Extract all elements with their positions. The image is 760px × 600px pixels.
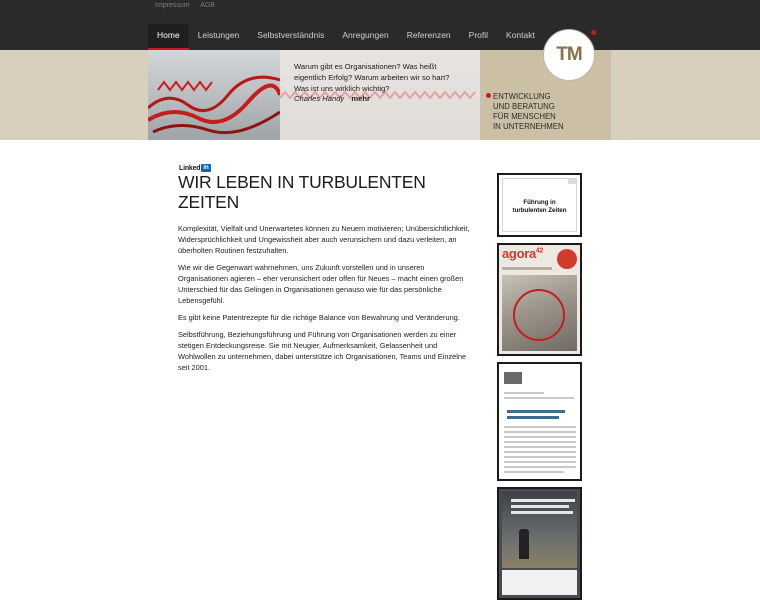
agora-title-text: agora [502,246,536,261]
article-headline-bar-2 [507,416,559,419]
nav-item-kontakt[interactable]: Kontakt [506,30,535,40]
page-title [178,172,478,212]
logo-red-dot [591,30,596,35]
agora-title [502,246,543,261]
tagline-red-dot [486,93,491,98]
meta-links [155,2,224,9]
nav-item-anregungen[interactable]: Anregungen [342,30,389,40]
hallway-title-bar-3 [511,511,573,514]
banner-quote [294,62,479,105]
tagline-line-2: UND BERATUNG [493,102,555,111]
more-link[interactable]: mehr [351,94,370,104]
intro-text [178,223,476,379]
nav-item-selbstverstaendnis[interactable]: Selbstverständnis [257,30,325,40]
hallway-text-block [502,570,577,595]
hallway-photo [502,492,577,568]
agora-red-circle [513,289,565,341]
header-banner [0,50,760,140]
logo-text: TM [556,44,582,65]
tagline-line-4: IN UNTERNEHMEN [493,122,564,131]
thumbnail-title-line-2: turbulenten Zeiten [512,207,567,214]
nav-item-home[interactable]: Home [148,24,189,50]
quote-line-1: Warum gibt es Organisationen? Was heißt [294,62,437,71]
article-headline-bar [507,410,565,413]
thumbnail-fuehrung[interactable] [497,173,582,237]
paragraph-3: Es gibt keine Patentrezepte für die richtige Balance von Bewahrung und Veränderung. [178,313,460,322]
impressum-link[interactable]: Impressum [155,2,190,9]
red-ribbons-image [148,50,280,140]
agora-issue-number: 42 [535,247,544,255]
quote-line-2: eigentlich Erfolg? Warum arbeiten wir so hart? [294,72,450,82]
nav-item-leistungen[interactable]: Leistungen [197,30,240,40]
linkedin-in-box: in [203,165,209,171]
quote-line-3: Was ist uns wirklich wichtig? [294,83,390,93]
thumbnail-corner-mark [568,179,576,184]
person-silhouette [519,529,529,559]
paragraph-4: Selbstführung, Beziehungsführung und Führung von Organisationen werden zu einer stetigen Entdeckungsreise. Sie mit Neugier, Aufmerksamkeit, Gelassenheit und Wohlwollen zu unternehmen, dabei unterstütze ich Organisationen, Teams und Einzelne seit 2001. [178,330,467,372]
article-photo [504,372,522,384]
quote-author: Charles Handy [294,94,345,104]
paragraph-2: Wie wir die Gegenwart wahrnehmen, uns Zukunft vorstellen und in unseren Organisationen agieren – eher verunsichert oder offen für Neues – macht einen großen Unterschied für das Gelingen in Organisationen genauso wie für das persönliche Lebensgefühl. [178,263,464,305]
banner-photo [148,50,280,140]
hallway-title-bar-2 [511,505,569,508]
tagline [493,92,603,132]
headline-line-2: ZEITEN [178,192,240,212]
tagline-line-1: ENTWICKLUNG [493,92,551,101]
thumbnail-agora-magazine[interactable] [497,243,582,356]
top-bar [0,0,760,50]
paragraph-1: Komplexität, Vielfalt und Unerwartetes können zu Neuem motivieren; Unübersichtlichkeit, Widersprüchlichkeit und Ungewissheit aber auch verunsichern und dazu verleiten, an überholten Routinen festzuhalten. [178,224,470,255]
hallway-title-bar-1 [511,499,575,502]
linkedin-wordmark: Linked [179,164,201,172]
main-nav [148,24,544,50]
headline-line-1: WIR LEBEN IN TURBULENTEN [178,172,426,192]
nav-item-profil[interactable]: Profil [468,30,489,40]
thumbnail-title [499,199,580,215]
thumbnail-hallway-article[interactable] [497,487,582,600]
thumbnail-title-line-1: Führung in [523,199,556,206]
agb-link[interactable]: AGB [200,2,215,9]
nav-item-referenzen[interactable]: Referenzen [406,30,451,40]
agora-badge [557,249,577,269]
tagline-line-3: FÜR MENSCHEN [493,112,556,121]
agora-subtitle-bar [502,267,552,270]
thumbnail-article[interactable] [497,362,582,481]
